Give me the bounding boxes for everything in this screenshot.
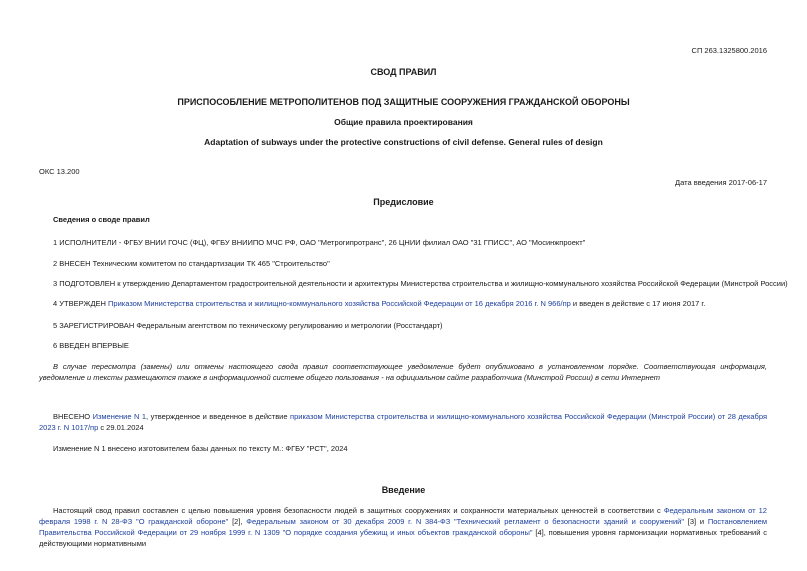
foreword-item-4 bbox=[53, 298, 705, 309]
foreword-item-3: 3 ПОДГОТОВЛЕН к утверждению Департаментом градостроительной деятельности и архитектуры Министерства строительства и жилищно-коммунального хозяйства Российской Федерации (Минстрой России) bbox=[53, 279, 788, 288]
government-decree-link[interactable]: Постановлением Правительства Российской Федерации от 29 ноября 1999 г. N 1309 "О порядке создания убежищ и иных объектов гражданской обороны" bbox=[39, 517, 768, 537]
document-code: СП 263.1325800.2016 bbox=[691, 46, 767, 55]
rules-info-heading: Сведения о своде правил bbox=[53, 215, 150, 224]
amendment-note: Изменение N 1 внесено изготовителем базы данных по тексту М.: ФГБУ "РСТ", 2024 bbox=[53, 444, 348, 453]
introduction-heading: Введение bbox=[381, 485, 426, 495]
document-title: ПРИСПОСОБЛЕНИЕ МЕТРОПОЛИТЕНОВ ПОД ЗАЩИТНЫЕ СООРУЖЕНИЯ ГРАЖДАНСКОЙ ОБОРОНЫ bbox=[177, 97, 630, 107]
item-4-prefix: 4 УТВЕРЖДЕН bbox=[53, 299, 109, 308]
foreword-item-1: 1 ИСПОЛНИТЕЛИ - ФГБУ ВНИИ ГОЧС (ФЦ), ФГБУ ВНИИПО МЧС РФ, ОАО "Метрогипротранс", 26 ЦНИИ филиал ОАО "31 ГПИСС", АО "Мосинжпроект" bbox=[53, 238, 586, 247]
approval-order-link[interactable]: Приказом Министерства строительства и жилищно-коммунального хозяйства Российской Федерации от 16 декабря 2016 г. N 966/пр bbox=[108, 299, 571, 308]
technical-regulation-law-link[interactable]: Федеральным законом от 30 декабря 2009 г. N 384-ФЗ "Технический регламент о безопасности зданий и сооружений" bbox=[246, 517, 684, 526]
introduction-date: Дата введения 2017-06-17 bbox=[675, 178, 767, 187]
document-title-english: Adaptation of subways under the protective constructions of civil defense. General rules of design bbox=[204, 137, 603, 147]
amendment-middle: , утвержденное и введенное в действие bbox=[146, 412, 291, 421]
foreword-item-2: 2 ВНЕСЕН Техническим комитетом по стандартизации ТК 465 "Строительство" bbox=[53, 259, 330, 268]
revision-notice: В случае пересмотра (замены) или отмены настоящего свода правил соответствующее уведомление будет опубликовано в установленном порядке. Соответствующая информация, уведомление и тексты размещаются также в информационной системе общего пользования - на официальном сайте разработчика (Минстрой России) в сети Интернет bbox=[39, 362, 767, 382]
item-4-suffix: и введен в действие с 17 июня 2017 г. bbox=[570, 299, 706, 308]
document-type-title: СВОД ПРАВИЛ bbox=[370, 67, 437, 77]
amendment-suffix: с 29.01.2024 bbox=[98, 423, 144, 432]
introduction-paragraph bbox=[39, 505, 767, 549]
intro-text-3: [3] и bbox=[684, 517, 708, 526]
foreword-item-5: 5 ЗАРЕГИСТРИРОВАН Федеральным агентством по техническому регулированию и метрологии (Росстандарт) bbox=[53, 321, 443, 330]
amendment-prefix: ВНЕСЕНО bbox=[53, 412, 93, 421]
foreword-heading: Предисловие bbox=[373, 197, 434, 207]
document-subtitle: Общие правила проектирования bbox=[334, 117, 473, 127]
intro-text-1: Настоящий свод правил составлен с целью повышения уровня безопасности людей в защитных сооружениях и сохранности материальных ценностей в соответствии с bbox=[53, 506, 664, 515]
civil-defense-law-link[interactable]: Федеральным законом от 12 февраля 1998 г. N 28-ФЗ "О гражданской обороне" bbox=[39, 506, 767, 526]
amendment-paragraph bbox=[39, 411, 767, 433]
intro-text-2: [2], bbox=[228, 517, 247, 526]
amendment-order-link[interactable]: приказом Министерства строительства и жилищно-коммунального хозяйства Российской Федерации (Минстрой России) от 28 декабря 2023 г. N 1017/пр bbox=[39, 412, 767, 432]
amendment-1-link[interactable]: Изменение N 1 bbox=[92, 412, 147, 421]
foreword-item-6: 6 ВВЕДЕН ВПЕРВЫЕ bbox=[53, 341, 129, 350]
oks-code: ОКС 13.200 bbox=[39, 167, 80, 176]
intro-text-4: [4], повышения уровня гармонизации нормативных требований с действующими нормативными bbox=[39, 528, 768, 548]
